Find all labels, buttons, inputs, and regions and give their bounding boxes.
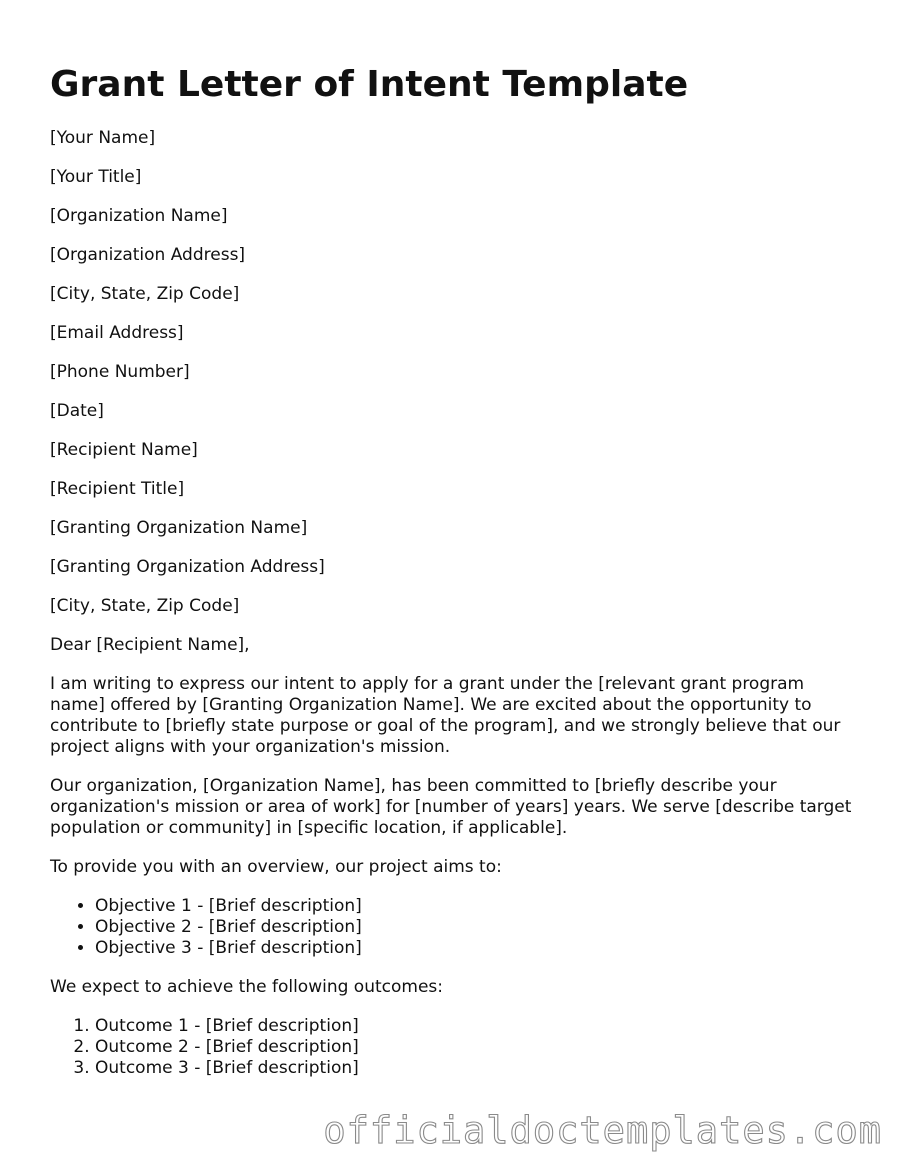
recipient-city-state-zip: [City, State, Zip Code]: [50, 596, 240, 616]
watermark-text: officialdoctemplates.com: [323, 1109, 882, 1152]
overview-paragraph: To provide you with an overview, our project aims to:: [50, 857, 502, 877]
sender-organization: [Organization Name]: [50, 206, 228, 226]
sender-phone: [Phone Number]: [50, 362, 190, 382]
granting-organization-name: [Granting Organization Name]: [50, 518, 308, 538]
sender-city-state-zip: [City, State, Zip Code]: [50, 284, 240, 304]
list-item: • Objective 3 - [Brief description]: [95, 938, 860, 959]
document-title: Grant Letter of Intent Template: [50, 64, 689, 105]
sender-name: [Your Name]: [50, 128, 156, 148]
salutation: Dear [Recipient Name],: [50, 635, 250, 655]
intro-paragraph: I am writing to express our intent to apply for a grant under the [relevant grant program name] offered by [Granting Organization Name]. We are excited about the opportunity to contribute to [briefly state purpose or goal of the program], and we strongly believe that our project aligns with your organization's mission.: [50, 674, 841, 757]
outcomes-intro-paragraph: We expect to achieve the following outcomes:: [50, 977, 444, 997]
list-item: • Objective 1 - [Brief description]: [95, 896, 860, 917]
sender-email: [Email Address]: [50, 323, 184, 343]
organization-paragraph: Our organization, [Organization Name], has been committed to [briefly describe your organization's mission or area of work] for [number of years] years. We serve [describe target population or community] in [specific location, if applicable].: [50, 776, 852, 838]
outcomes-list: [50, 1016, 860, 1079]
document-page: [50, 0, 860, 1079]
granting-organization-address: [Granting Organization Address]: [50, 557, 325, 577]
sender-address: [Organization Address]: [50, 245, 246, 265]
letter-date: [Date]: [50, 401, 104, 421]
objectives-list: [50, 896, 860, 959]
recipient-title: [Recipient Title]: [50, 479, 185, 499]
recipient-name: [Recipient Name]: [50, 440, 198, 460]
list-item: 2. Outcome 2 - [Brief description]: [95, 1037, 860, 1058]
list-item: 3. Outcome 3 - [Brief description]: [95, 1058, 860, 1079]
sender-title: [Your Title]: [50, 167, 142, 187]
list-item: 1. Outcome 1 - [Brief description]: [95, 1016, 860, 1037]
list-item: • Objective 2 - [Brief description]: [95, 917, 860, 938]
